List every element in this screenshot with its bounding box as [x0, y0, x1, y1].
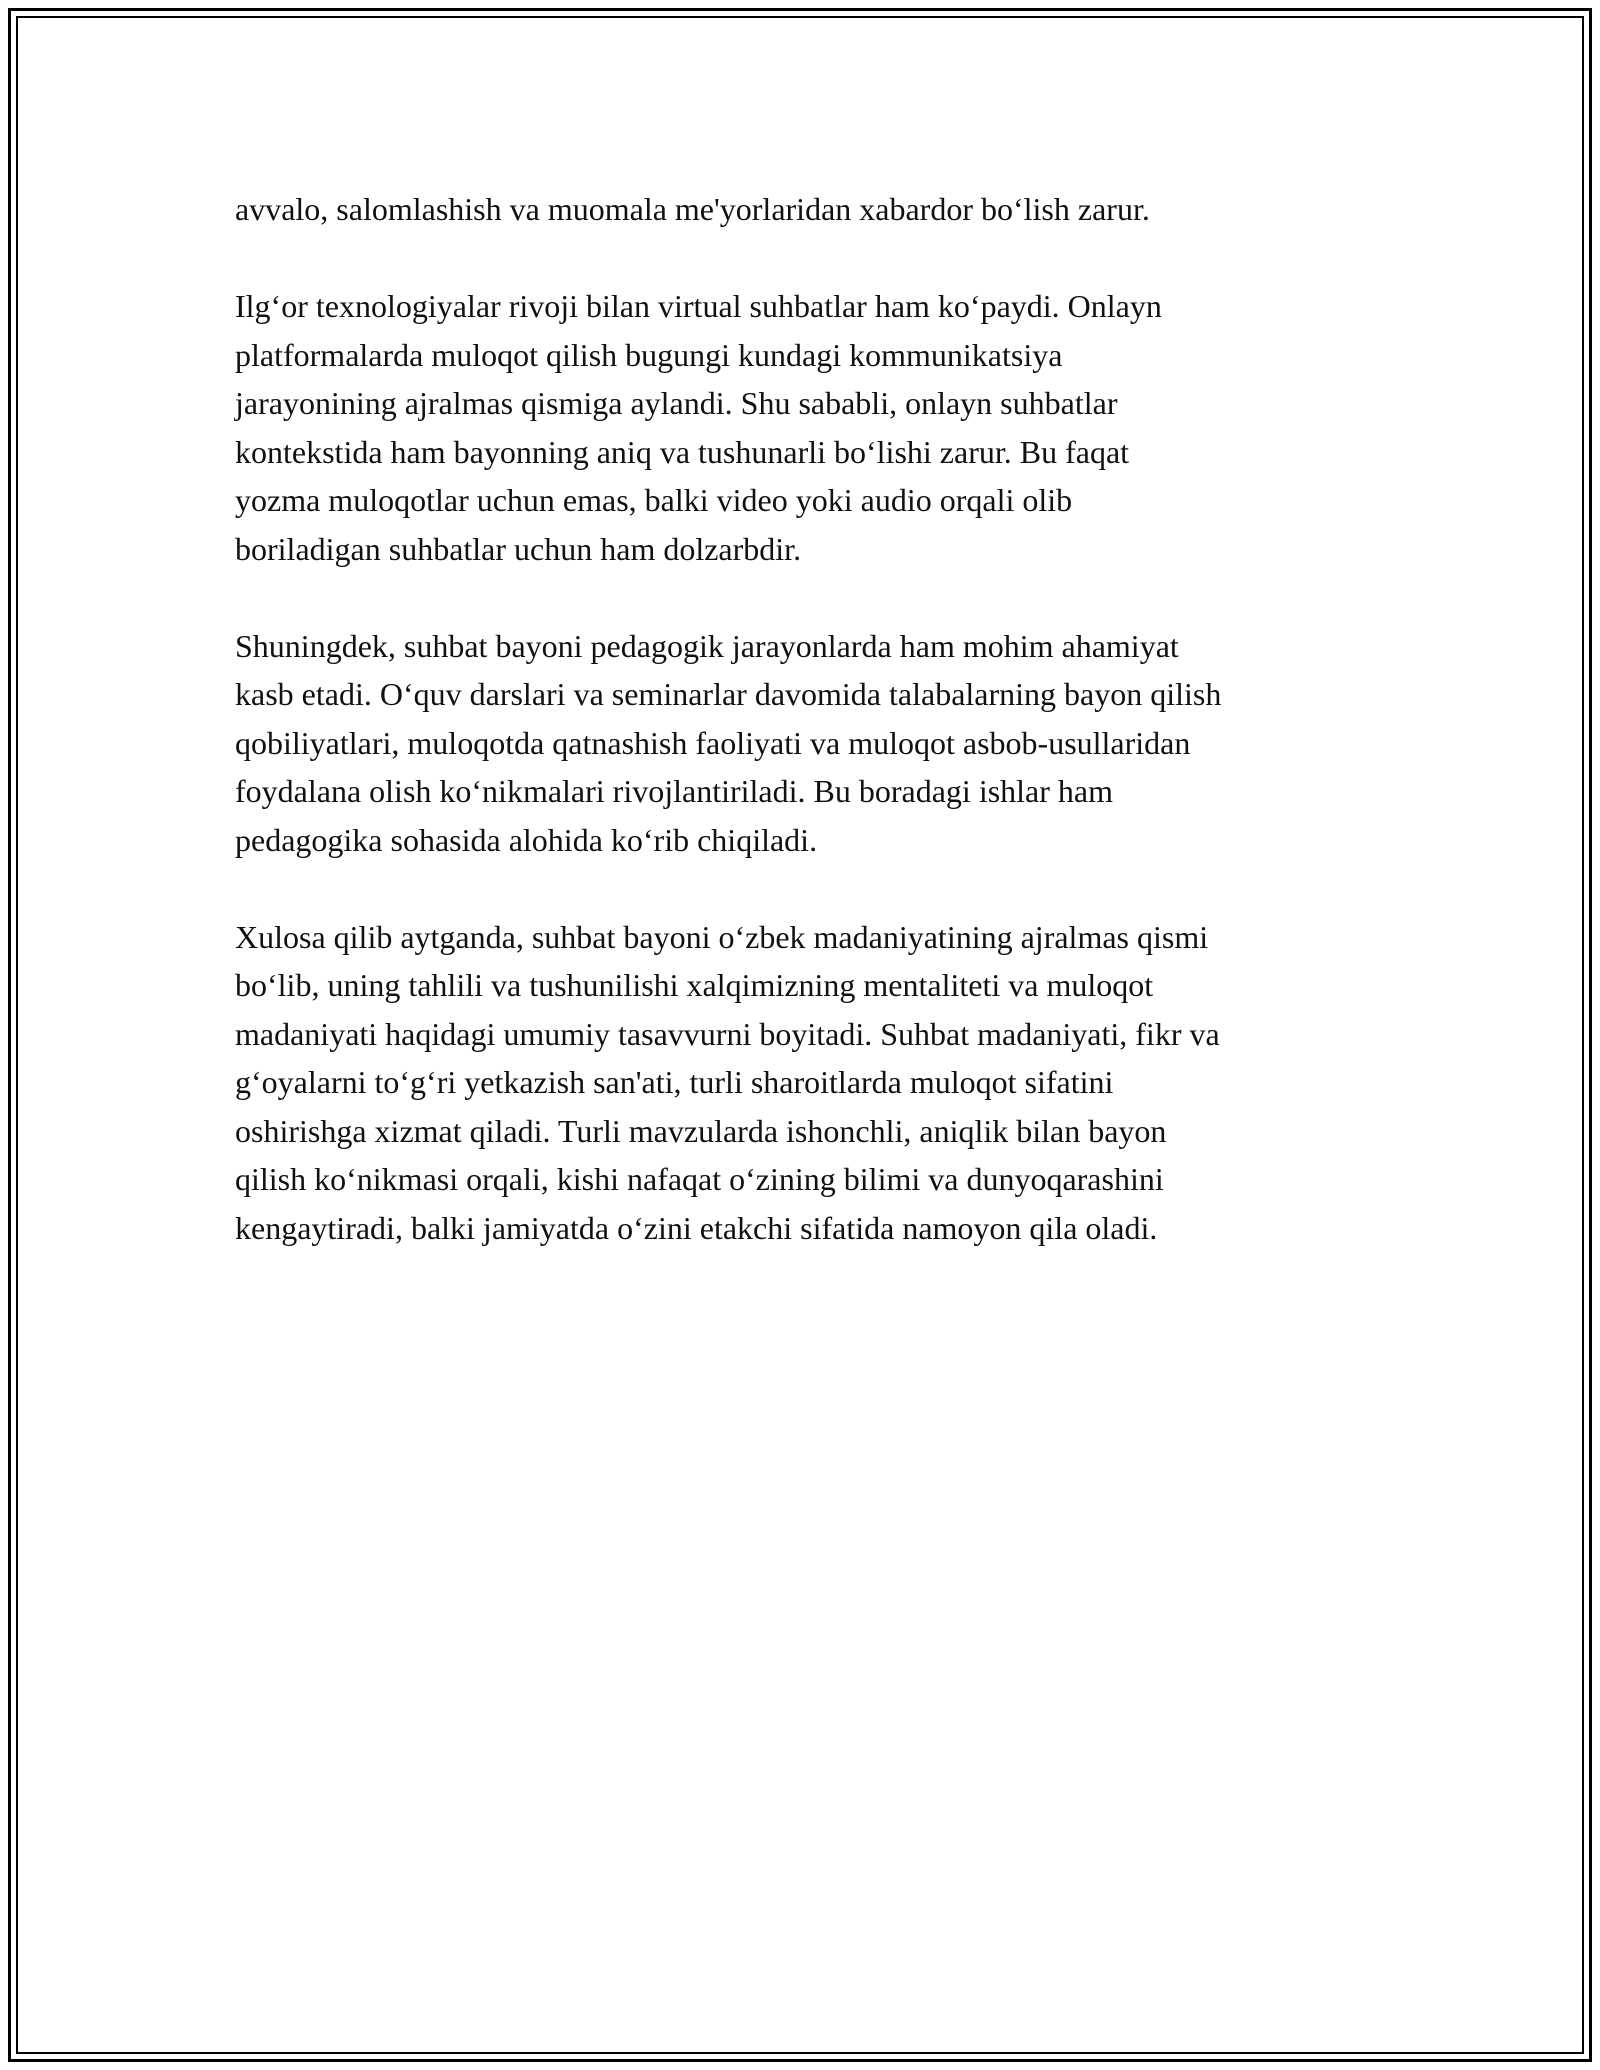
paragraph-3: Shuningdek, suhbat bayoni pedagogik jarayonlarda ham mohim ahamiyat kasb etadi. O‘quv darslari va seminarlar davomida talabalarning bayon qilish qobiliyatlari, muloqotda qatnashish faoliyati va muloqot asbob-usullaridan foydalana olish ko‘nikmalari rivojlantiriladi. Bu boradagi ishlar ham pedagogika sohasida alohida ko‘rib chiqiladi.	[235, 627, 1222, 858]
paragraph-1: avvalo, salomlashish va muomala me'yorlaridan xabardor bo‘lish zarur.	[235, 191, 1150, 227]
paragraph-2: Ilg‘or texnologiyalar rivoji bilan virtual suhbatlar ham ko‘paydi. Onlayn platformalarda muloqot qilish bugungi kundagi kommunikatsiya jarayonining ajralmas qismiga aylandi. Shu sababli, onlayn suhbatlar kontekstida ham bayonning aniq va tushunarli bo‘lishi zarur. Bu faqat yozma muloqotlar uchun emas, balki video yoki audio orqali olib boriladigan suhbatlar uchun ham dolzarbdir.	[235, 288, 1162, 567]
paragraph-4: Xulosa qilib aytganda, suhbat bayoni o‘zbek madaniyatining ajralmas qismi bo‘lib, uning tahlili va tushunilishi xalqimizning mentaliteti va muloqot madaniyati haqidagi umumiy tasavvurni boyitadi. Suhbat madaniyati, fikr va g‘oyalarni to‘g‘ri yetkazish san'ati, turli sharoitlarda muloqot sifatini oshirishga xizmat qiladi. Turli mavzularda ishonchli, aniqlik bilan bayon qilish ko‘nikmasi orqali, kishi nafaqat o‘zining bilimi va dunyoqarashini kengaytiradi, balki jamiyatda o‘zini etakchi sifatida namoyon qila oladi.	[235, 918, 1220, 1246]
document-body	[235, 185, 1375, 1301]
